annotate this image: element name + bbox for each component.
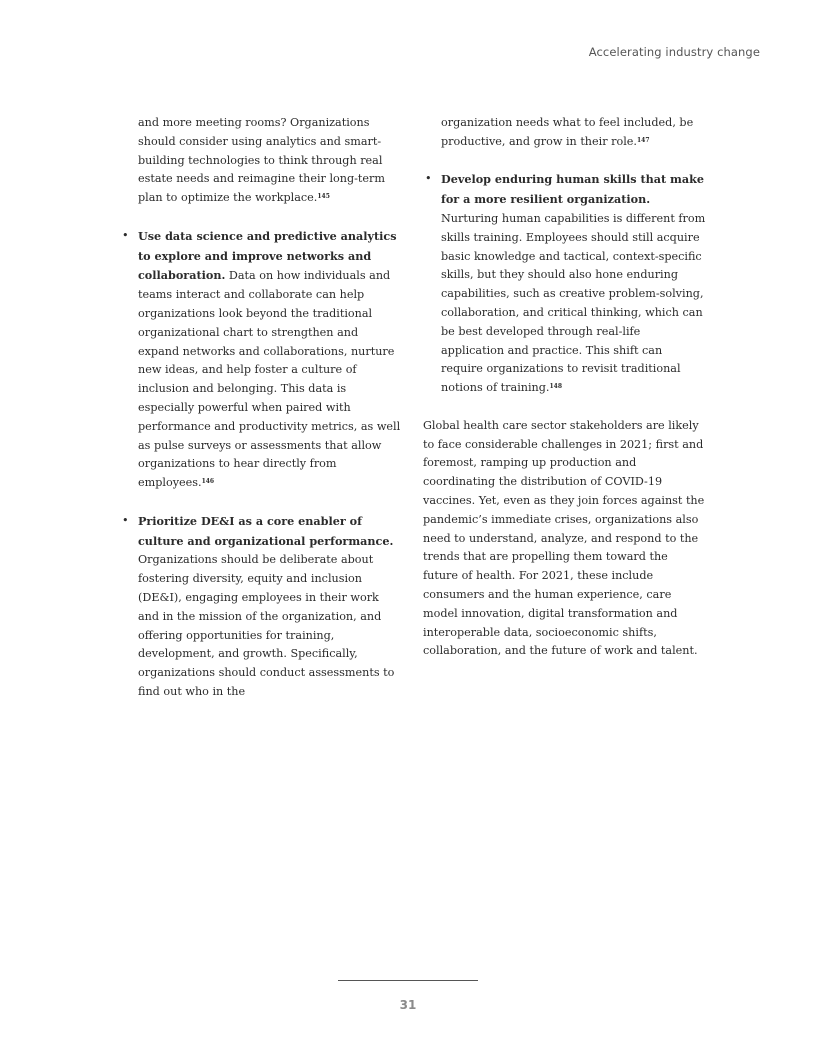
running-header: Accelerating industry change [588,45,760,59]
closing-paragraph: Global health care sector stakeholders are likely to face considerable challenges in 2021; first and foremost, ramping up production and coordinating the distribution of COVID-19 vaccines. Yet, even as they join forces against the pandemic’s immediate crises, organizations also need to understand, analyze, and respond to the trends that are propelling them toward the future of health. For 2021, these include consumers and the human experience, care model innovation, digital transformation and interoperable data, socioeconomic shifts, collaboration, and the future of work and talent. [423,418,705,658]
right-continuation-paragraph [423,114,706,152]
footnote-ref-145: 145 [317,193,330,201]
right-column [423,114,706,661]
footer-divider [338,980,478,981]
right-continuation-text: organization needs what to feel included, be productive, and grow in their role. [441,116,694,148]
bullet-marker: • [122,228,129,242]
bullet-body-dei: Organizations should be deliberate about fostering diversity, equity and inclusion (DE&I), engaging employees in their work and in the mission of the organization, and offering opportunities for training, development, and growth. Specifically, organizations should conduct assessments to find out who in the [138,553,395,698]
footnote-ref-146: 146 [201,478,215,486]
bullet-heading-dei: Prioritize DE&I as a core enabler of culture and organizational performance. [138,513,394,548]
bullet-heading-networks: Use data science and predictive analytics to explore and improve networks and collaboration. [138,228,397,283]
bullet-body-human-skills: Nurturing human capabilities is different from skills training. Employees should still acquire basic knowledge and tactical, context-specific skills, but they should also hone enduring capabilities, such as creative problem-solving, collaboration, and critical thinking, which can be best developed through real-life application and practice. This shift can require organizations to revisit traditional notions of training. [441,211,706,395]
left-column [120,114,402,702]
bullet-dei-culture [120,512,402,702]
bullet-human-skills [423,170,706,398]
footnote-ref-148: 148 [549,383,563,391]
left-continuation-paragraph [120,114,402,208]
footnote-ref-147: 147 [636,136,650,144]
bullet-heading-human-skills: Develop enduring human skills that make for a more resilient organization. [441,172,705,207]
bullet-marker: • [425,172,432,186]
page-number: 31 [399,998,417,1012]
bullet-marker: • [122,513,129,527]
bullet-networks-collaboration [120,227,402,493]
bullet-body-networks: Data on how individuals and teams interact and collaborate can help organizations look beyond the traditional organizational chart to strengthen and expand networks and collaborations, nurture new ideas, and help foster a culture of inclusion and belonging. This data is especially powerful when paired with performance and productivity metrics, as well as pulse surveys or assessments that allow organizations to hear directly from employees. [138,269,401,490]
left-continuation-text: and more meeting rooms? Organizations should consider using analytics and smart-building technologies to think through real estate needs and reimagine their long-term plan to optimize the workplace. [138,116,385,205]
